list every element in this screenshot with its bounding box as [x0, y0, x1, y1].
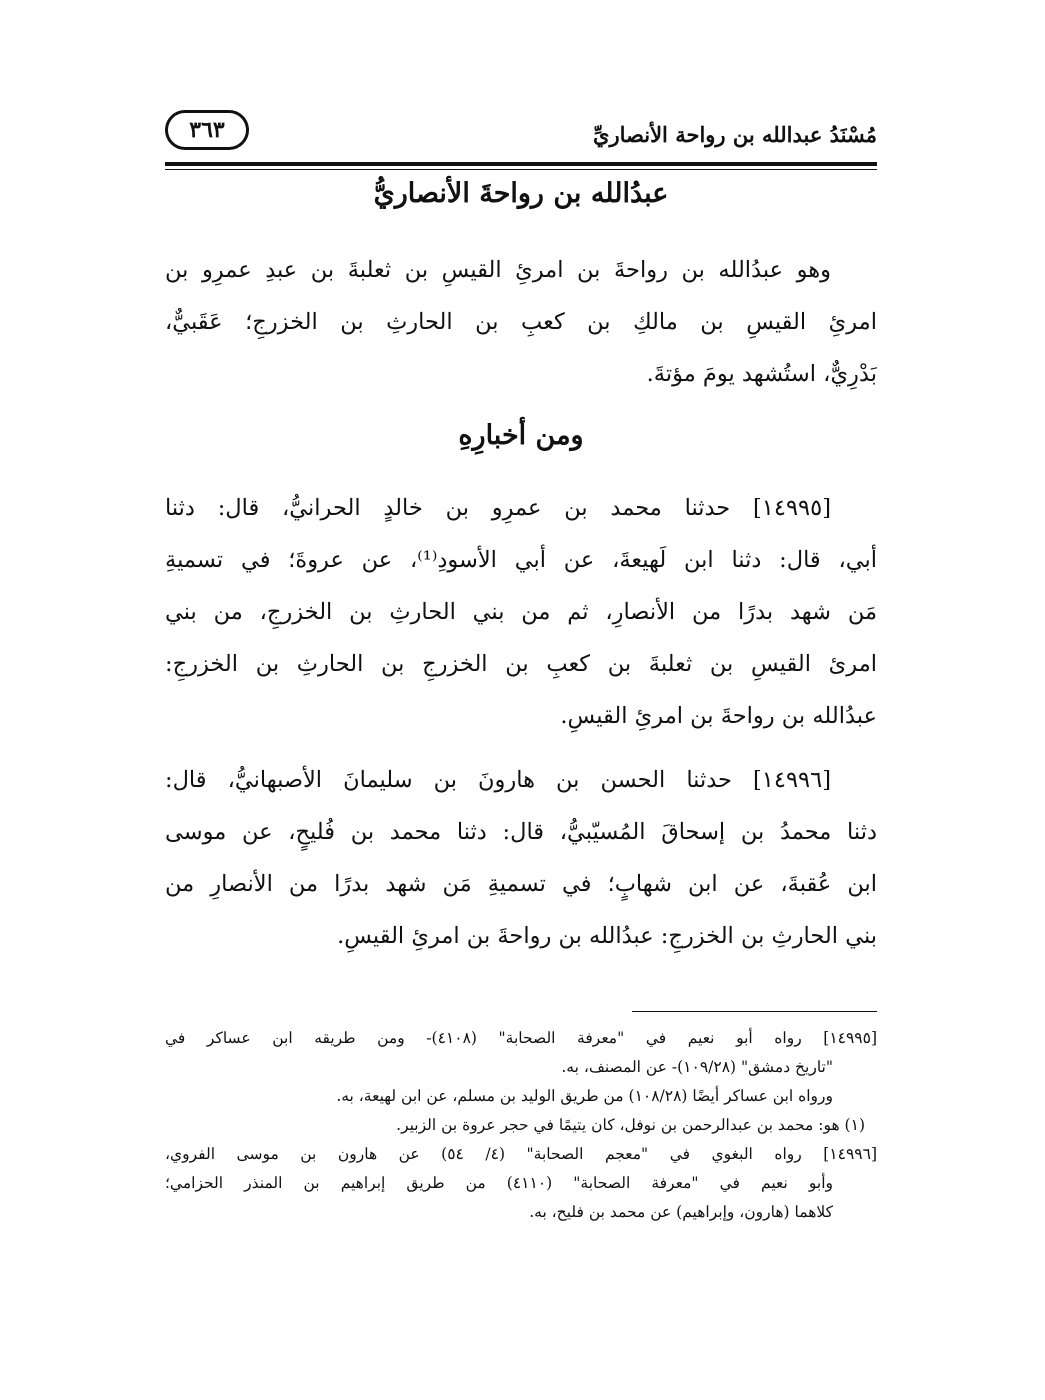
footnote-line: [١٤٩٩٥] رواه أبو نعيم في "معرفة الصحابة" (٤١٠٨)- ومن طريقه ابن عساكر في [165, 1029, 877, 1047]
hadith-line: أبي، قال: دثنا ابن لَهيعةَ، عن أبي الأسودِ⁽¹⁾، عن عروةَ؛ في تسميةِ [165, 547, 877, 573]
subheading: ومن أخبارِهِ [458, 420, 584, 451]
footnotes [165, 1024, 877, 1227]
hadith-line: امرئ القيسِ بن ثعلبةَ بن كعبِ بن الخزرجِ بن الحارثِ بن الخزرجِ: [165, 651, 877, 677]
footnote-line: [١٤٩٩٦] رواه البغوي في "معجم الصحابة" (٤/ ٥٤) عن هارون بن موسى الفروي، [165, 1145, 877, 1163]
hadith-14995-paragraph [165, 482, 877, 742]
intro-paragraph [165, 244, 877, 400]
header-rule-thin [165, 169, 877, 170]
hadith-14996-paragraph [165, 754, 877, 962]
hadith-line: ابن عُقبةَ، عن ابن شهابٍ؛ في تسميةِ مَن شهد بدرًا من الأنصارِ من [165, 871, 877, 897]
footnote-separator [632, 1011, 877, 1012]
running-header [165, 104, 877, 158]
footnote-line: وأبو نعيم في "معرفة الصحابة" (٤١١٠) من طريق إبراهيم بن المنذر الحزامي؛ [165, 1174, 833, 1192]
intro-line: امرئِ القيسِ بن مالكِ بن كعبِ بن الحارثِ بن الخزرجِ؛ عَقَبيٌّ، [165, 309, 877, 335]
page-number-badge: ٣٦٣ [165, 110, 249, 150]
intro-line: بَدْرِيٌّ، استُشهد يومَ مؤتةَ. [646, 361, 877, 387]
running-title: مُسْنَدُ عبدالله بن رواحة الأنصاريِّ [593, 122, 877, 147]
intro-line: وهو عبدُالله بن رواحةَ بن امرئِ القيسِ بن ثعلبةَ بن عبدِ عمرِو بن [165, 257, 831, 283]
hadith-line: بني الحارثِ بن الخزرجِ: عبدُالله بن رواحةَ بن امرئِ القيسِ. [337, 923, 877, 949]
hadith-line: عبدُالله بن رواحةَ بن امرئِ القيسِ. [560, 703, 877, 729]
hadith-line: مَن شهد بدرًا من الأنصارِ، ثم من بني الحارثِ بن الخزرجِ، من بني [165, 599, 877, 625]
footnote-line: "تاريخ دمشق" (١٠٩/٢٨)- عن المصنف، به. [561, 1058, 833, 1076]
hadith-line: [١٤٩٩٦] حدثنا الحسن بن هارونَ بن سليمانَ الأصبهانيُّ، قال: [165, 767, 831, 793]
section-title: عبدُالله بن رواحةَ الأنصاريُّ [373, 178, 669, 209]
hadith-line: دثنا محمدُ بن إسحاقَ المُسيّبيُّ، قال: دثنا محمد بن فُليحٍ، عن موسى [165, 819, 877, 845]
footnote-1: (١) هو: محمد بن عبدالرحمن بن نوفل، كان يتيمًا في حجر عروة بن الزبير. [396, 1116, 865, 1134]
hadith-line: [١٤٩٩٥] حدثنا محمد بن عمرِو بن خالدٍ الحرانيُّ، قال: دثنا [165, 495, 831, 521]
header-rule-thick [165, 162, 877, 166]
footnote-line: ورواه ابن عساكر أيضًا (١٠٨/٢٨) من طريق الوليد بن مسلم، عن ابن لهيعة، به. [336, 1087, 833, 1105]
footnote-line: كلاهما (هارون، وإبراهيم) عن محمد بن فليح، به. [529, 1203, 833, 1221]
